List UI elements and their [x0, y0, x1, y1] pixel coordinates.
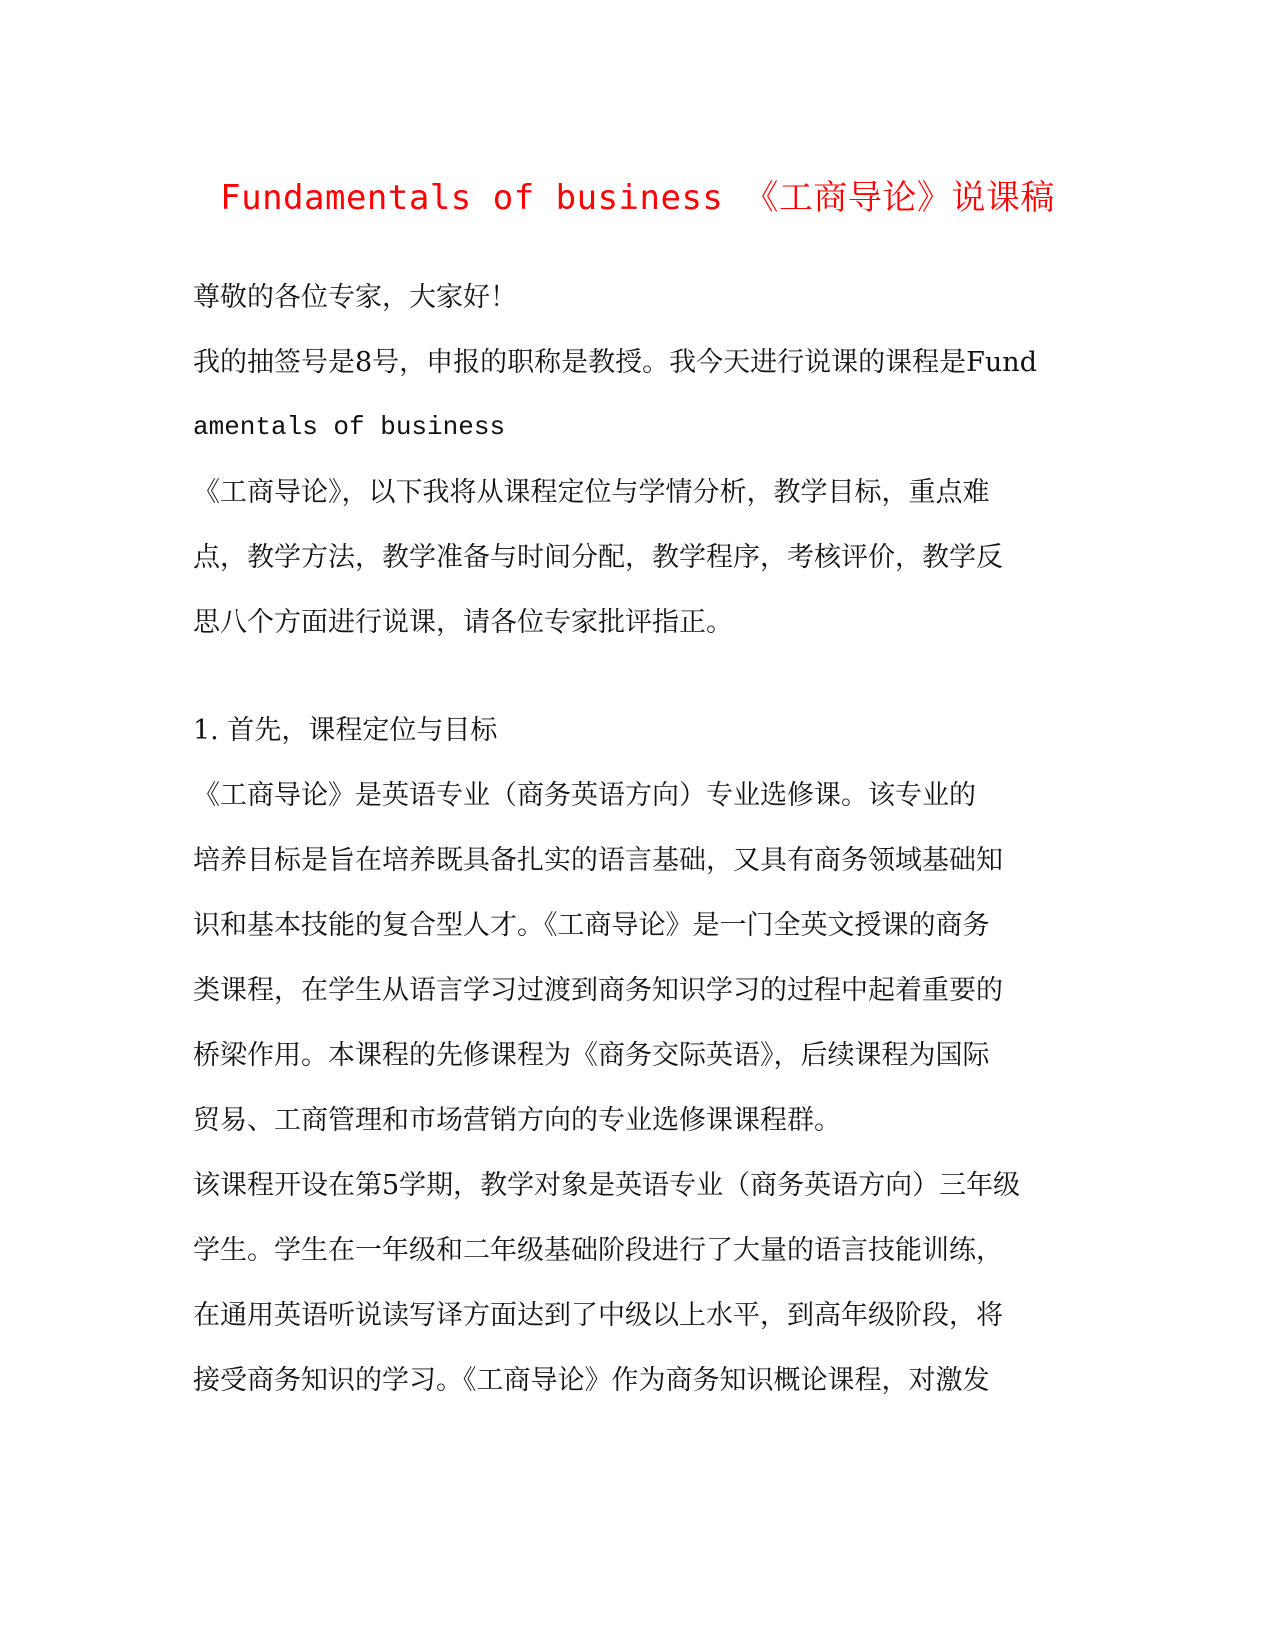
section-line: 在通用英语听说读写译方面达到了中级以上水平，到高年级阶段，将 [193, 1300, 1003, 1331]
section-line: 培养目标是旨在培养既具备扎实的语言基础，又具有商务领域基础知 [193, 845, 1003, 876]
intro-line: 点，教学方法，教学准备与时间分配，教学程序，考核评价，教学反 [193, 542, 1003, 573]
section-1 [193, 698, 1093, 1413]
intro-line: 我的抽签号是8号，申报的职称是教授。我今天进行说课的课程是Fund [193, 347, 1037, 378]
section-line: 贸易、工商管理和市场营销方向的专业选修课课程群。 [193, 1105, 841, 1136]
section-line: 《工商导论》是英语专业（商务英语方向）专业选修课。该专业的 [193, 780, 976, 811]
section-line: 类课程，在学生从语言学习过渡到商务知识学习的过程中起着重要的 [193, 975, 1003, 1006]
intro-line: 思八个方面进行说课，请各位专家批评指正。 [193, 607, 733, 638]
intro-line: 《工商导论》，以下我将从课程定位与学情分析，教学目标，重点难 [193, 477, 990, 508]
section-line: 桥梁作用。本课程的先修课程为《商务交际英语》，后续课程为国际 [193, 1040, 990, 1071]
section-line: 识和基本技能的复合型人才。《工商导论》是一门全英文授课的商务 [193, 910, 990, 941]
intro-paragraph [193, 265, 1093, 655]
document-title: Fundamentals of business 《工商导论》说课稿 [220, 178, 1055, 218]
section-heading: 1. 首先，课程定位与目标 [193, 715, 498, 746]
intro-line: 尊敬的各位专家，大家好！ [193, 282, 517, 313]
intro-line: amentals of business [193, 412, 506, 442]
section-line: 学生。学生在一年级和二年级基础阶段进行了大量的语言技能训练， [193, 1235, 1003, 1266]
section-line: 接受商务知识的学习。《工商导论》作为商务知识概论课程，对激发 [193, 1365, 990, 1396]
section-line: 该课程开设在第5学期，教学对象是英语专业（商务英语方向）三年级 [193, 1170, 1021, 1201]
